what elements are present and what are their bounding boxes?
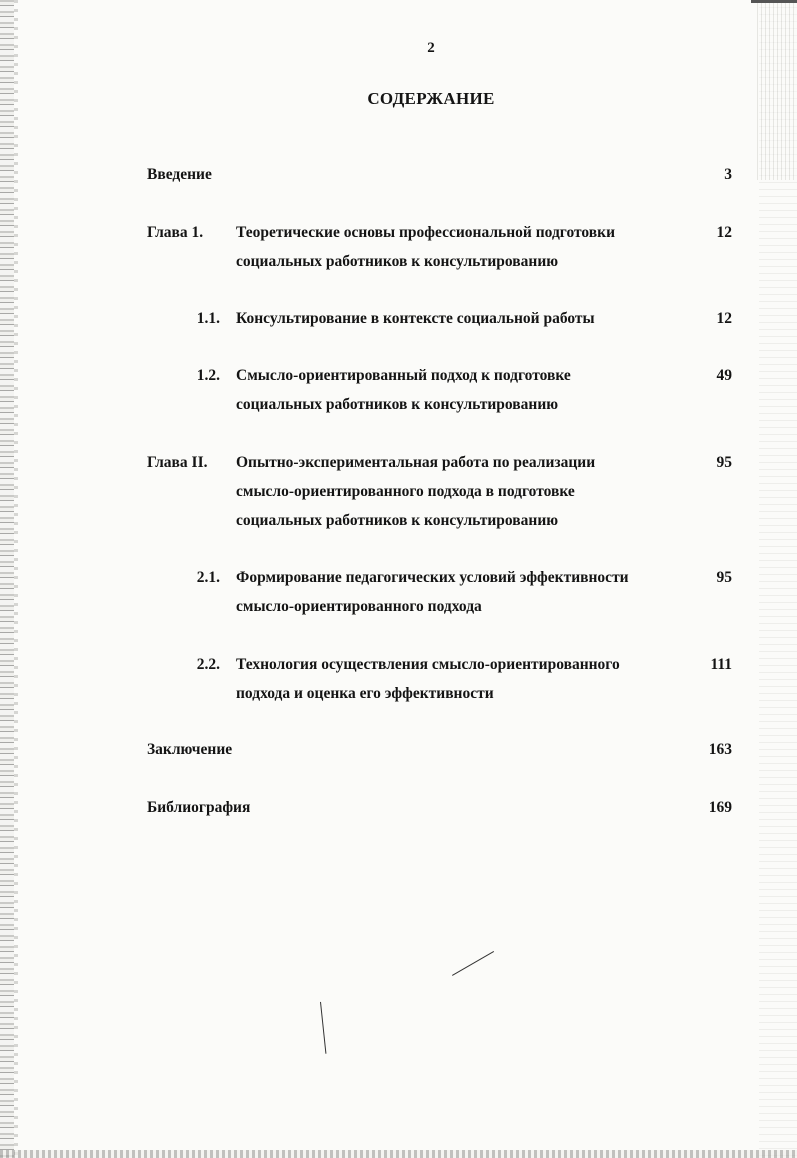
toc-entry-label: Введение: [147, 166, 212, 183]
toc-entry-line: смысло-ориентированного подхода: [236, 598, 482, 615]
toc-entry-label: Библиография: [147, 799, 251, 816]
toc-entry-bibliography: [0, 793, 797, 823]
toc-entry-line: смысло-ориентированного подхода в подготовке: [236, 483, 575, 500]
toc-entry-label: Глава II.: [147, 454, 208, 471]
toc-entry-page: 3: [724, 166, 732, 183]
toc-entry-introduction: [0, 160, 797, 190]
toc-entry-text: [236, 650, 686, 708]
toc-entry-chapter-2: [0, 448, 797, 538]
toc-entry-page: 95: [716, 454, 732, 471]
toc-entry-section-2-2: [0, 650, 797, 710]
toc-entry-page: 49: [716, 367, 732, 384]
page-number: 2: [427, 40, 435, 56]
toc-entry-section-1-1: [0, 304, 797, 334]
toc-entry-conclusion: [0, 735, 797, 765]
toc-entry-line: Формирование педагогических условий эффективности: [236, 569, 629, 586]
toc-entry-page: 12: [716, 310, 732, 327]
toc-entry-label: 1.2.: [196, 367, 220, 384]
scan-stray-mark: [320, 1002, 326, 1054]
toc-entry-label: 1.1.: [196, 310, 220, 327]
toc-entry-label: Глава 1.: [147, 224, 204, 241]
toc-entry-line: Теоретические основы профессиональной подготовки: [236, 224, 616, 241]
toc-entry-line: Опытно-экспериментальная работа по реализации: [236, 454, 596, 471]
scan-stray-mark: [452, 951, 494, 976]
toc-entry-label: 2.2.: [196, 656, 220, 673]
toc-entry-line: социальных работников к консультированию: [236, 253, 559, 270]
toc-entry-page: 169: [708, 799, 732, 816]
toc-entry-text: [236, 448, 686, 535]
toc-entry-text: [236, 563, 686, 621]
toc-entry-line: Технология осуществления смысло-ориентированного: [236, 656, 620, 673]
scan-top-mark: [751, 0, 797, 3]
toc-title: СОДЕРЖАНИЕ: [367, 89, 495, 108]
toc-entry-text: [236, 361, 686, 419]
toc-entry-label: 2.1.: [196, 569, 220, 586]
scan-bottom-edge: [0, 1150, 797, 1158]
toc-entry-text: [236, 218, 686, 276]
toc-entry-page: 111: [710, 656, 732, 673]
toc-entry-page: 12: [716, 224, 732, 241]
toc-entry-line: Смысло-ориентированный подход к подготовке: [236, 367, 571, 384]
toc-entry-line: Консультирование в контексте социальной работы: [236, 310, 595, 327]
toc-entry-line: социальных работников к консультированию: [236, 396, 559, 413]
toc-entry-line: подхода и оценка его эффективности: [236, 685, 494, 702]
toc-entry-section-2-1: [0, 563, 797, 623]
toc-entry-section-1-2: [0, 361, 797, 421]
toc-entry-page: 163: [708, 741, 732, 758]
toc-entry-chapter-1: [0, 218, 797, 278]
toc-entry-page: 95: [716, 569, 732, 586]
toc-entry-line: социальных работников к консультированию: [236, 512, 559, 529]
toc-entry-label: Заключение: [147, 741, 233, 758]
toc-entry-text: [236, 304, 686, 333]
